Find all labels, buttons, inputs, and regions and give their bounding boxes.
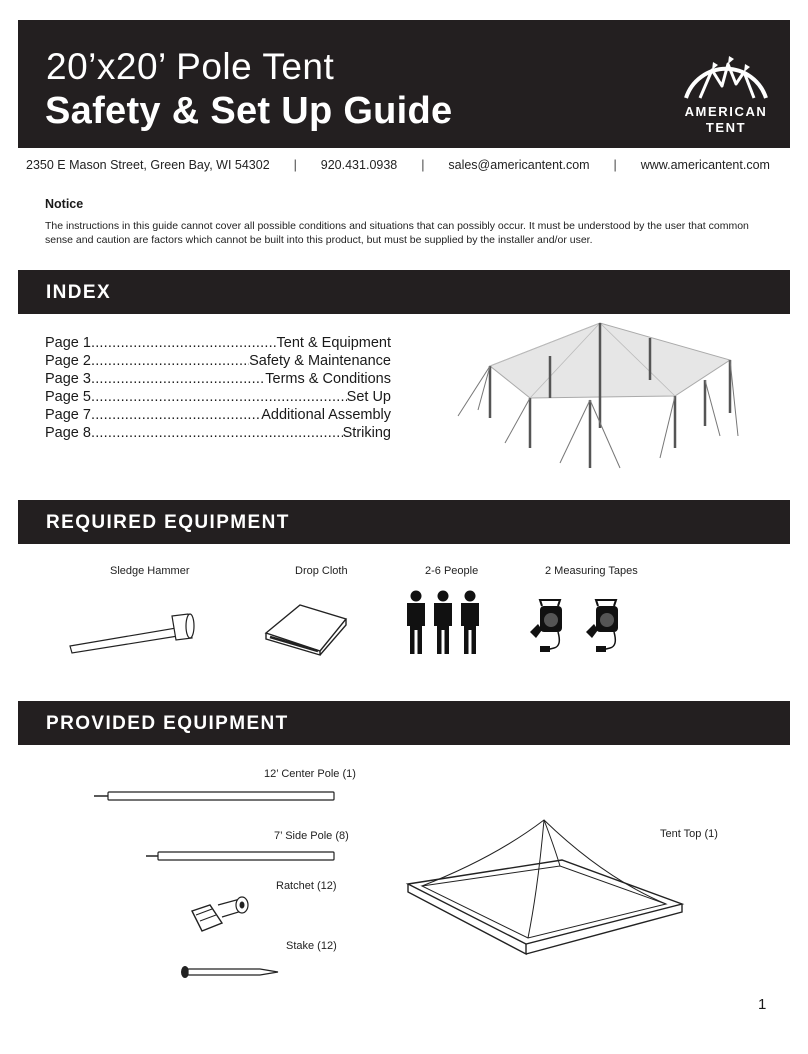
- index-topic: Striking: [342, 425, 391, 441]
- index-entry: [45, 370, 391, 388]
- ratchet-icon: [188, 893, 252, 935]
- notice-body: The instructions in this guide cannot cover all possible conditions and situations that can possibly occur. It must be understood by the user that common sense and caution are factors which cannot be built into this product, but must be supplied by the installer and/or user.: [45, 220, 749, 246]
- equipment-label: Tent Top (1): [660, 828, 718, 840]
- index-topic: Safety & Maintenance: [249, 353, 391, 369]
- website-url: www.americantent.com: [640, 158, 770, 172]
- separator: |: [613, 158, 617, 172]
- equipment-label: 7’ Side Pole (8): [274, 830, 349, 842]
- equipment-label: 12’ Center Pole (1): [264, 768, 356, 780]
- separator: |: [421, 158, 425, 172]
- index-entry: [45, 352, 391, 370]
- index-page: Page 7: [45, 407, 91, 423]
- email-address: sales@americantent.com: [448, 158, 590, 172]
- provided-equipment-heading: PROVIDED EQUIPMENT: [18, 701, 790, 745]
- document-subtitle: Safety & Set Up Guide: [45, 90, 453, 132]
- index-heading: INDEX: [18, 270, 790, 314]
- equipment-label: Ratchet (12): [276, 880, 337, 892]
- page-number: 1: [758, 996, 767, 1013]
- index-entry: [45, 424, 391, 442]
- measuring-tape-icon: [528, 598, 636, 656]
- tent-top-icon: [404, 818, 686, 958]
- side-pole-icon: [146, 850, 336, 862]
- center-pole-icon: [94, 790, 336, 802]
- index-topic: Set Up: [346, 389, 391, 405]
- phone-number: 920.431.0938: [320, 158, 398, 172]
- logo-text-tent: TENT: [705, 120, 747, 135]
- equipment-label: Sledge Hammer: [110, 565, 190, 577]
- index-topic: Tent & Equipment: [276, 335, 391, 351]
- people-icon: [404, 590, 484, 656]
- assembled-tent-illustration: [450, 318, 740, 483]
- address: 2350 E Mason Street, Green Bay, WI 54302: [26, 158, 270, 172]
- logo-text-american: AMERICAN: [684, 104, 768, 119]
- index-topic: Terms & Conditions: [265, 371, 391, 387]
- index-topic: Additional Assembly: [261, 407, 391, 423]
- notice-title: Notice: [45, 197, 84, 211]
- sledge-hammer-icon: [68, 608, 198, 658]
- american-tent-logo: [678, 46, 774, 136]
- index-entry: [45, 388, 391, 406]
- index-page: Page 3: [45, 371, 91, 387]
- index-page: Page 2: [45, 353, 91, 369]
- contact-line: [26, 158, 770, 172]
- drop-cloth-icon: [262, 603, 352, 655]
- index-page: Page 8: [45, 425, 91, 441]
- separator: |: [293, 158, 297, 172]
- document-title: 20’x20’ Pole Tent: [46, 46, 335, 87]
- stake-icon: [180, 963, 280, 981]
- required-equipment-heading: REQUIRED EQUIPMENT: [18, 500, 790, 544]
- tent-logo-icon: [678, 46, 774, 106]
- index-entry: [45, 406, 391, 424]
- equipment-label: Stake (12): [286, 940, 337, 952]
- index-list: [45, 334, 391, 442]
- equipment-label: Drop Cloth: [295, 565, 348, 577]
- index-page: Page 1: [45, 335, 91, 351]
- equipment-label: 2-6 People: [425, 565, 479, 577]
- index-entry: [45, 334, 391, 352]
- index-page: Page 5: [45, 389, 91, 405]
- page-header: [18, 20, 790, 148]
- equipment-label: 2 Measuring Tapes: [545, 565, 638, 577]
